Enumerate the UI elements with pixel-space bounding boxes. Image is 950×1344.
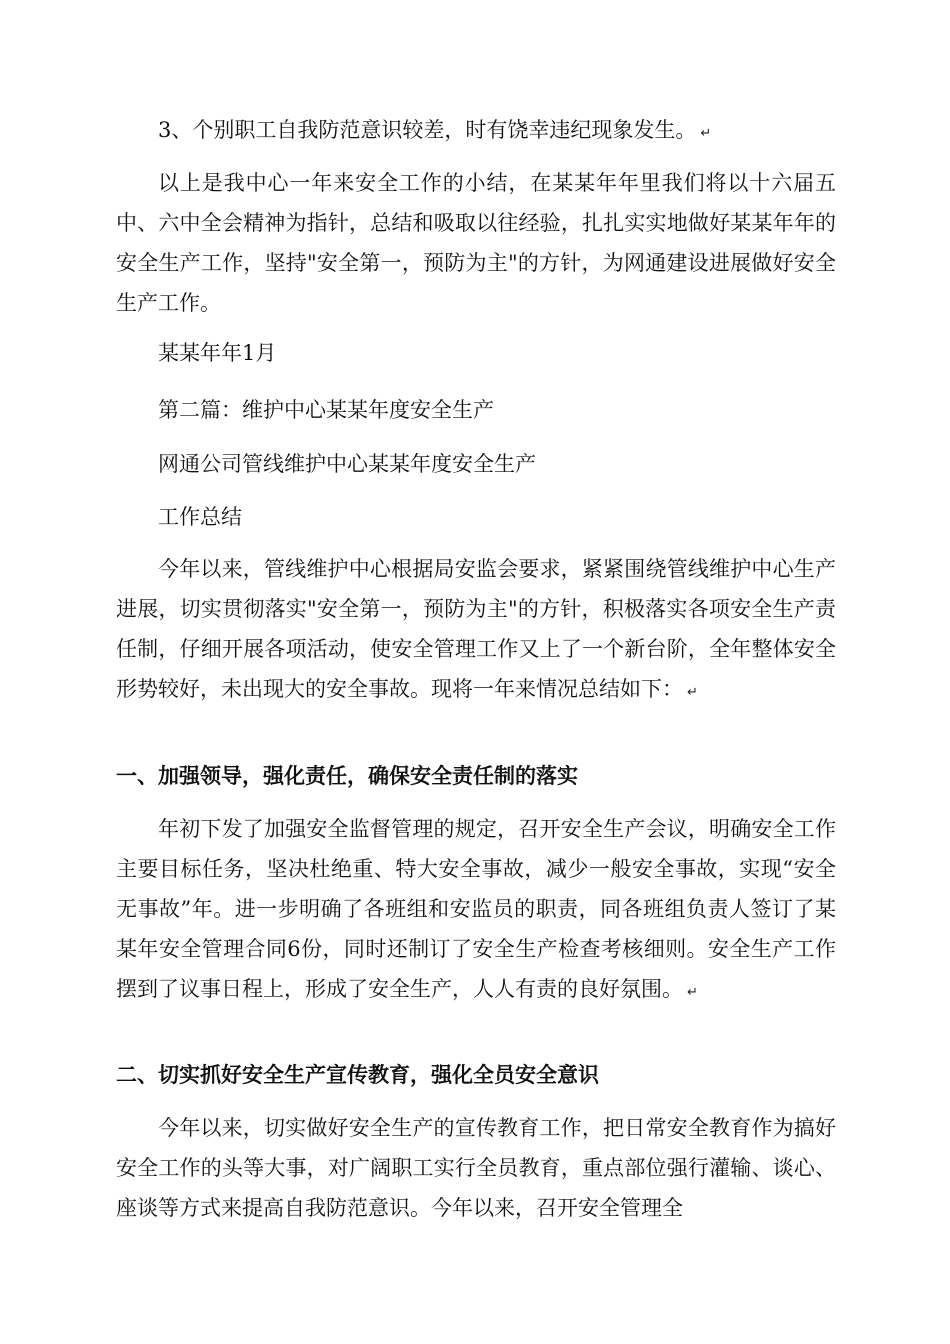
- intro-paragraph-text: 今年以来，管线维护中心根据局安监会要求，紧紧围绕管线维护中心生产进展，切实贯彻落实"安全第一，预防为主"的方针，积极落实各项安全生产责任制，仔细开展各项活动，使安全管理工作又上了一个新台阶，全年整体安全形势较好，未出现大的安全事故。现将一年来情况总结如下：: [116, 557, 836, 701]
- paragraph-mark-icon: ↵: [700, 126, 711, 141]
- summary-paragraph: 以上是我中心一年来安全工作的小结，在某某年年里我们将以十六届五中、六中全会精神为指针，总结和吸取以往经验，扎扎实实地做好某某年年的安全生产工作，坚持"安全第一，预防为主"的方针，为网通建设进展做好安全生产工作。: [116, 171, 836, 315]
- list-item-3: [158, 110, 710, 154]
- date-line: 某某年年1月: [158, 341, 277, 365]
- section-1-body-text: 年初下发了加强安全监督管理的规定，召开安全生产会议，明确安全工作主要目标任务，坚决杜绝重、特大安全事故，减少一般安全事故，实现“安全无事故”年。进一步明确了各班组和安监员的职责，同各班组负责人签订了某某年安全管理合同6份，同时还制订了安全生产检查考核细则。安全生产工作摆到了议事日程上，形成了安全生产，人人有责的良好氛围。: [116, 817, 836, 1001]
- list-item-3-text: 3、个别职工自我防范意识较差，时有饶幸违纪现象发生。: [158, 118, 697, 142]
- report-title-line-2: 工作总结: [158, 505, 242, 529]
- paragraph-mark-icon: ↵: [687, 985, 697, 1000]
- report-title-line-1: 网通公司管线维护中心某某年度安全生产: [158, 452, 536, 476]
- section-2-heading: 二、切实抓好安全生产宣传教育，强化全员安全意识: [116, 1063, 599, 1087]
- part-two-title: 第二篇：维护中心某某年度安全生产: [158, 398, 494, 422]
- section-2-body: 今年以来，切实做好安全生产的宣传教育工作，把日常安全教育作为搞好安全工作的头等大事，对广阔职工实行全员教育，重点部位强行灌输、谈心、座谈等方式来提高自我防范意识。今年以来，召开安全管理全: [116, 1116, 836, 1220]
- paragraph-mark-icon: ↵: [687, 685, 697, 700]
- intro-paragraph: [116, 549, 836, 713]
- section-1-body: [116, 809, 836, 1013]
- section-1-heading: 一、加强领导，强化责任，确保安全责任制的落实: [116, 764, 578, 788]
